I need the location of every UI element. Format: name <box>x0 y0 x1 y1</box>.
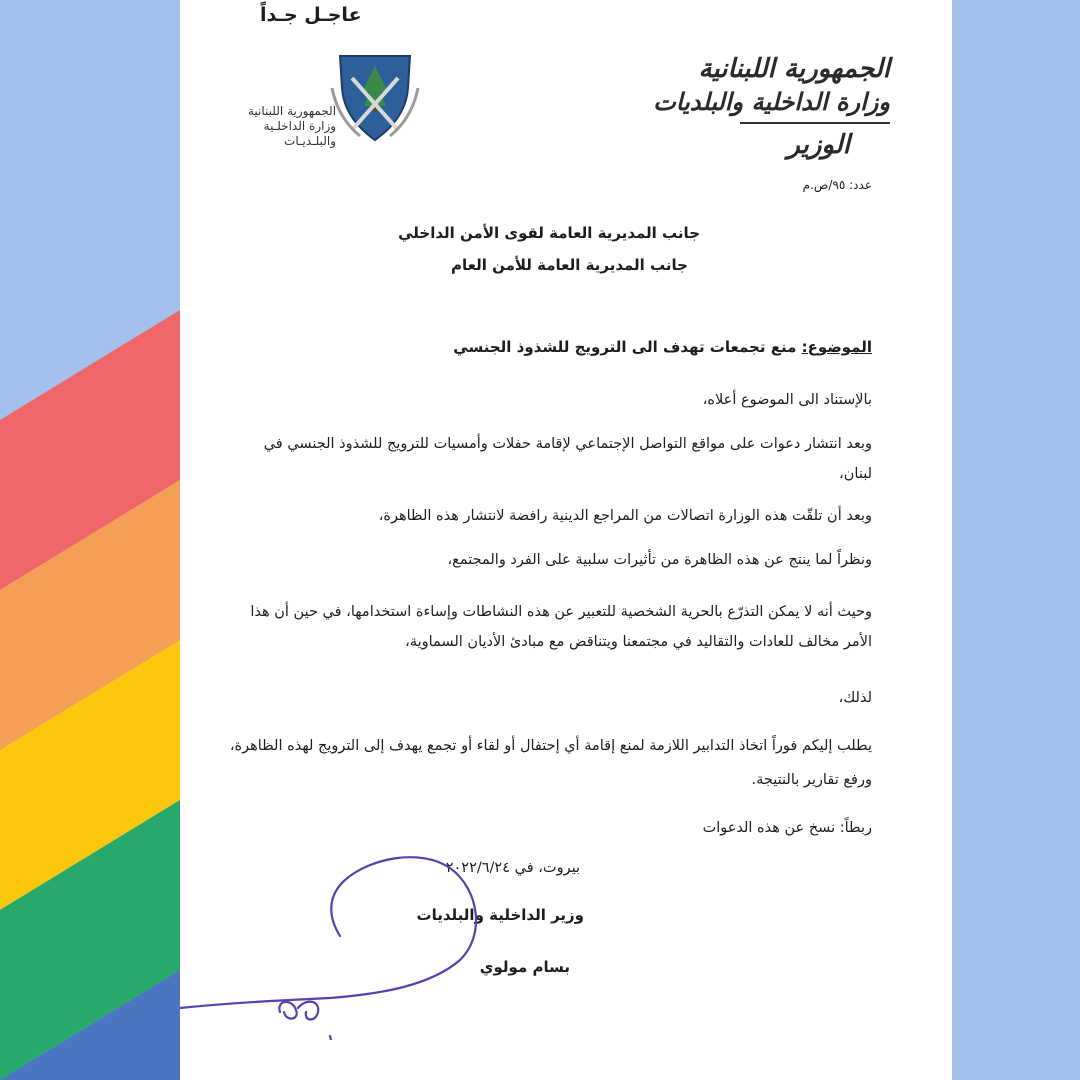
addressee-isf: جانب المديرية العامة لقوى الأمن الداخلي <box>398 224 700 242</box>
letterhead-republic: الجمهورية اللبنانية <box>698 54 890 84</box>
urgent-label: عاجـل جـداً <box>260 4 362 26</box>
crest-caption-line: وزارة الداخلـية <box>263 119 337 133</box>
ministry-crest-icon <box>330 48 420 148</box>
letterhead-ministry: وزارة الداخلية والبلديات <box>653 87 890 116</box>
paragraph-freedom-line1: وحيث أنه لا يمكن التذرّع بالحرية الشخصية للتعبير عن هذه النشاطات وإساءة استخدامها، في حين أن هذا <box>250 604 872 620</box>
paragraph-invitations-line1: وبعد انتشار دعوات على مواقع التواصل الإجتماعي لإقامة حفلات وأمسيات للترويج للشذوذ الجنسي في <box>263 436 872 452</box>
paragraph-request-line1: يطلب إليكم فوراً اتخاذ التدابير اللازمة لمنع إقامة أي إحتفال أو لقاء أو تجمع يهدف إلى الترويج لهذه الظاهرة، <box>229 738 872 754</box>
letterhead-minister: الوزير <box>787 130 850 160</box>
reference-number: عدد: ٩٥/ص.م <box>802 178 872 192</box>
paragraph-reference: بالإستناد الى الموضوع أعلاه، <box>702 392 872 408</box>
attachment-note: ربطاً: نسخ عن هذه الدعوات <box>702 820 872 836</box>
subject-label: الموضوع: <box>801 338 872 356</box>
letterhead-divider <box>740 122 890 124</box>
paragraph-effects: ونظراً لما ينتج عن هذه الظاهرة من تأثيرات سلبية على الفرد والمجتمع، <box>447 552 872 568</box>
paragraph-religious: وبعد أن تلقّت هذه الوزارة اتصالات من المراجع الدينية رافضة لانتشار هذه الظاهرة، <box>378 508 872 524</box>
subject-text: منع تجمعات تهدف الى الترويج للشذوذ الجنسي <box>453 338 797 356</box>
letterhead <box>653 52 890 162</box>
paragraph-request-line2: ورفع تقارير بالنتيجة. <box>751 772 872 788</box>
crest-caption <box>248 104 336 149</box>
signatory-name: بسام مولوي <box>479 958 570 976</box>
handwritten-signature <box>180 840 540 1040</box>
date-line: بيروت، في ٢٠٢٢/٦/٢٤ <box>445 860 580 876</box>
addressee-general-security: جانب المديرية العامة للأمن العام <box>451 256 688 274</box>
subject-line <box>453 338 872 356</box>
crest-caption-line: الجمهورية اللبنانية <box>248 104 337 118</box>
letter-page <box>180 0 952 1080</box>
paragraph-invitations-line2: لبنان، <box>839 466 872 482</box>
paragraph-therefore: لذلك، <box>838 690 872 706</box>
rainbow-stripes <box>0 0 180 1080</box>
paragraph-freedom-line2: الأمر مخالف للعادات والتقاليد في مجتمعنا ويتناقض مع مبادئ الأديان السماوية، <box>405 634 872 650</box>
crest-caption-line: والبلـديـات <box>284 134 337 148</box>
signatory-title: وزير الداخلية والبلديات <box>416 906 584 924</box>
